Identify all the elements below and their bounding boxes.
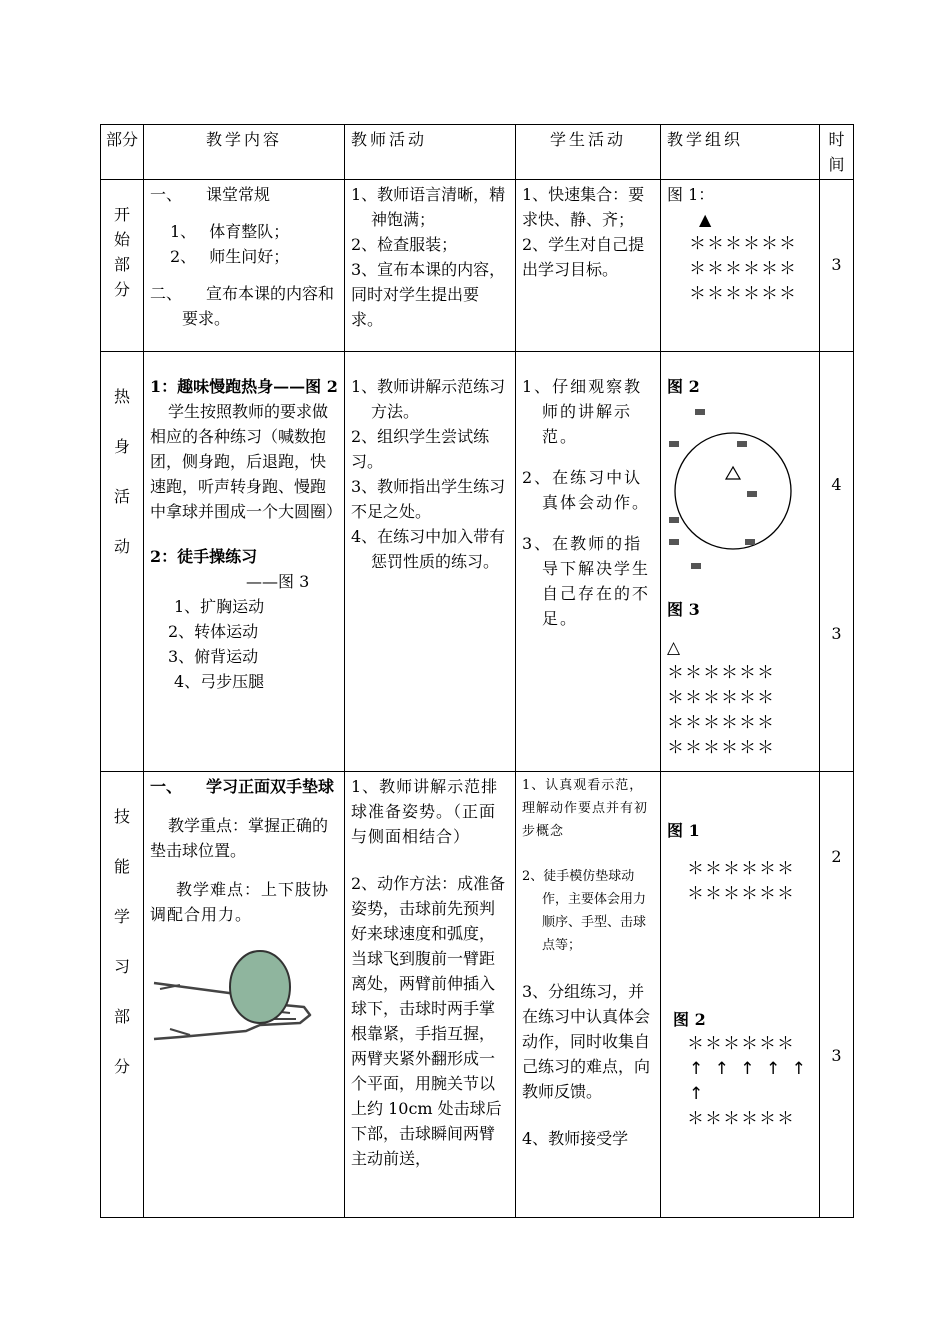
warmup-teacher-line: 3、教师指出学生练习不足之处。 [351,477,506,521]
start-teacher-line: 2、检查服装； [351,235,458,254]
skill-student-line: 2、徒手模仿垫球动作，主要体会用力顺序、手型、击球点等； [522,869,647,953]
warmup-student-line: 3、在教师的指导下解决学生自己存在的不足。 [522,534,651,628]
header-organization-text: 教学组织 [667,130,744,149]
header-student [516,125,661,180]
warmup-section-label: 热身活动 [113,387,130,556]
start-teacher-line: 3、宣布本课的内容，同时对学生提出要求。 [351,260,506,329]
student-star-row: ＊＊＊＊＊＊ [667,663,775,683]
skill-content-cell [144,772,345,1218]
running-circle-diagram [667,399,813,569]
start-time-cell [820,180,854,352]
skill-org-cell [661,772,820,1218]
warmup-fig2-title: 图 2 [667,377,700,396]
student-mark [737,441,747,447]
warmup-content-cell [144,352,345,772]
exercise-item: 4、弓步压腿 [174,672,265,691]
exercise-item: 3、俯背运动 [168,647,259,666]
warmup-teacher-line: 4、在练习中加入带有惩罚性质的练习。 [351,527,506,571]
teacher-marker-icon: △ [667,638,681,658]
skill-fig1-title: 图 1 [667,821,700,840]
student-mark [669,441,679,447]
student-star-row: ＊＊＊＊＊＊ [667,688,775,708]
warmup-org-cell [661,352,820,772]
skill-time-cell [820,772,854,1218]
student-star-row: ＊＊＊＊＊＊ [687,1034,795,1054]
warmup-row [101,352,854,772]
warmup-fig3-title: 图 3 [667,600,700,619]
start-org-cell [661,180,820,352]
skill-student-cell [516,772,661,1218]
header-student-text: 学生活动 [549,130,626,149]
skill-section-label: 技能学习部分 [113,807,130,1076]
student-mark [747,491,757,497]
student-star-row: ＊＊＊＊＊＊ [689,284,797,304]
skill-fig2-title: 图 2 [673,1010,706,1029]
passing-arm-illustration [150,945,326,1055]
warmup-item2-ref: ——图 3 [246,572,310,591]
skill-teacher-line: 1、教师讲解示范排球准备姿势。（正面与侧面相结合） [351,777,499,846]
teacher-marker-icon: ▲ [699,210,712,229]
student-star-row: ＊＊＊＊＊＊ [689,259,797,279]
start-teacher-cell [345,180,516,352]
start-content-line: 二、 宣布本课的内容和要求。 [150,284,335,328]
header-organization [661,125,820,180]
volleyball-icon [230,951,290,1023]
warmup-time-cell [820,352,854,772]
warmup-item1-desc: 学生按照教师的要求做相应的各种练习（喊数抱团，侧身跑，后退跑，快速跑，听声转身跑、慢跑中拿球并围成一个大圆圈） [150,402,343,521]
start-figure-title: 图 1： [667,185,715,204]
header-time-text: 时间 [828,130,845,174]
warmup-student-line: 2、在练习中认真体会动作。 [522,468,651,512]
warmup-time-value-1: 4 [831,475,842,494]
warmup-item2-title: 2：徒手操练习 [150,547,258,566]
start-section-label: 开始部分 [113,205,130,299]
skill-time-value-2: 3 [831,1046,842,1065]
student-star-row: ＊＊＊＊＊＊ [687,884,795,904]
student-mark [669,539,679,545]
student-star-row: ＊＊＊＊＊＊ [689,234,797,254]
student-star-row: ＊＊＊＊＊＊ [687,1109,795,1129]
warmup-student-line: 1、仔细观察教师的讲解示范。 [522,377,643,446]
warmup-teacher-cell [345,352,516,772]
skill-student-line: 4、教师接受学 [522,1129,629,1148]
lesson-plan-table [100,124,854,1218]
skill-section-cell [101,772,144,1218]
warmup-item1-title: 1：趣味慢跑热身——图 2 [150,377,338,396]
student-star-row: ＊＊＊＊＊＊ [687,859,795,879]
start-row [101,180,854,352]
arrow-row: ↑ ↑ ↑ ↑ ↑ ↑ [689,1059,809,1104]
start-content-line: 2、 师生问好； [170,247,290,266]
start-content-cell [144,180,345,352]
teacher-marker-icon [726,467,740,479]
start-teacher-line: 1、教师语言清晰，精神饱满； [351,185,506,229]
header-teacher [345,125,516,180]
start-section-cell [101,180,144,352]
warmup-teacher-line: 2、组织学生尝试练习。 [351,427,490,471]
exercise-item: 2、转体运动 [168,622,259,641]
header-section-text: 部分 [105,130,138,149]
warmup-time-value-2: 3 [831,624,842,643]
header-content-text: 教学内容 [205,130,282,149]
student-star-row: ＊＊＊＊＊＊ [667,738,775,758]
start-time-value: 3 [831,255,842,274]
student-mark [691,563,701,569]
skill-key-point: 教学重点：掌握正确的垫击球位置。 [150,816,329,860]
start-content-line: 一、 课堂常规 [150,185,271,204]
skill-title: 一、 学习正面双手垫球 [150,777,335,796]
skill-student-line: 3、分组练习，并在练习中认真体会动作，同时收集自己练习的难点，向教师反馈。 [522,982,651,1101]
header-teacher-text: 教师活动 [351,130,428,149]
start-student-line: 2、学生对自己提出学习目标。 [522,235,645,279]
student-mark [669,517,679,523]
student-mark [695,409,705,415]
skill-row [101,772,854,1218]
skill-student-line: 1、认真观看示范，理解动作要点并有初步概念 [522,778,649,839]
header-row [101,125,854,180]
header-section [101,125,144,180]
student-mark [745,539,755,545]
skill-teacher-line: 2、动作方法：成准备姿势，击球前先预判好来球速度和弧度，当球飞到腹前一臂距离处，两臂前伸插入球下，击球时两手掌根靠紧，手指互握，两臂夹紧外翻形成一个平面，用腕关节以上约 10cm 处击球后下部，击球瞬间两臂主动前送， [351,874,506,1168]
skill-teacher-cell [345,772,516,1218]
start-content-line: 1、 体育整队； [170,222,290,241]
header-content [144,125,345,180]
warmup-student-cell [516,352,661,772]
skill-difficulty: 教学难点：上下肢协调配合用力。 [150,880,330,924]
skill-time-value-1: 2 [831,847,842,866]
start-student-cell [516,180,661,352]
header-time [820,125,854,180]
exercise-item: 1、扩胸运动 [174,597,265,616]
warmup-teacher-line: 1、教师讲解示范练习方法。 [351,377,506,421]
start-student-line: 1、快速集合：要求快、静、齐； [522,185,645,229]
warmup-section-cell [101,352,144,772]
running-circle [675,433,791,549]
student-star-row: ＊＊＊＊＊＊ [667,713,775,733]
